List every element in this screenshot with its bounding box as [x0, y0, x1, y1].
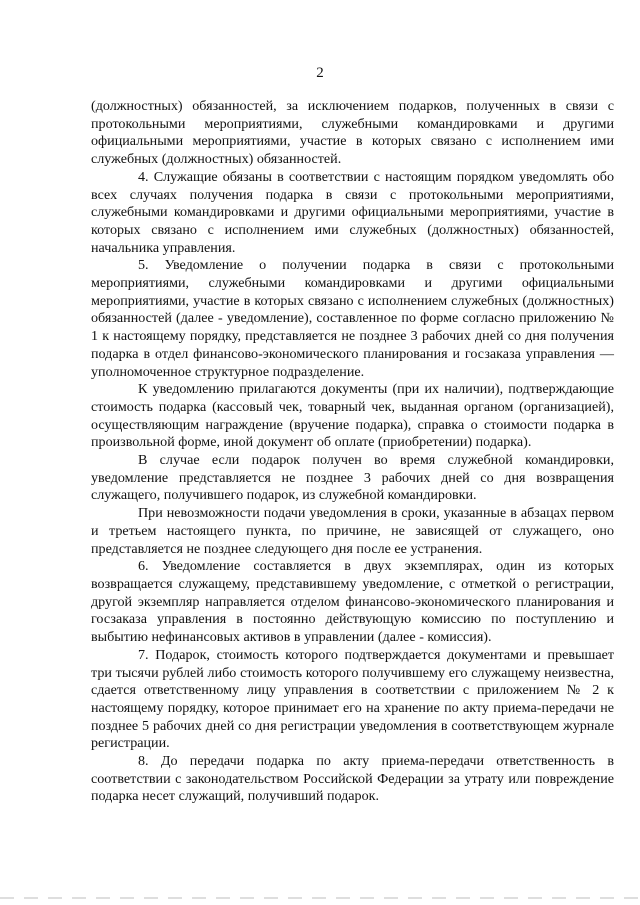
- paragraph-business-trip: В случае если подарок получен во время служебной командировки, уведомление представляется не позднее 3 рабочих дней со дня возвращения служащего, получившего подарок, из служебной командировки.: [91, 452, 614, 504]
- page-number: 2: [316, 65, 324, 81]
- paragraph-attachments: К уведомлению прилагаются документы (при их наличии), подтверждающие стоимость подарка (кассовый чек, товарный чек, выданная органом (организацией), осуществляющим награждение (вручение подарка), справка о стоимости подарка в произвольной форме, иной документ об оплате (приобретении) подарка).: [91, 381, 614, 451]
- paragraph-item-4: 4. Служащие обязаны в соответствии с настоящим порядком уведомлять обо всех случаях получения подарка в связи с протокольными мероприятиями, служебными командировками и другими официальными мероприятиями, участие в которых связано с исполнением ими служебных (должностных) обязанностей, начальника управления.: [91, 168, 614, 256]
- paragraph-item-8: 8. До передачи подарка по акту приема-передачи ответственность в соответствии с законодательством Российской Федерации за утрату или повреждение подарка несет служащий, получивший подарок.: [91, 753, 614, 805]
- scan-edge-line: [0, 897, 640, 899]
- paragraph-item-6: 6. Уведомление составляется в двух экземплярах, один из которых возвращается служащему, представившему уведомление, с отметкой о регистрации, другой экземпляр направляется отделом финансово-экономического планирования и госзаказа управления в постоянно действующую комиссию по поступлению и выбытию нефинансовых активов в управлении (далее - комиссия).: [91, 558, 614, 646]
- paragraph-continuation: (должностных) обязанностей, за исключением подарков, полученных в связи с протокольными мероприятиями, служебными командировками и другими официальными мероприятиями, участие в которых связано с исполнением ими служебных (должностных) обязанностей.: [91, 98, 614, 168]
- paragraph-item-5: 5. Уведомление о получении подарка в связи с протокольными мероприятиями, служебными командировками и другими официальными мероприятиями, участие в которых связано с исполнением служебных (должностных) обязанностей (далее - уведомление), составленное по форме согласно приложению № 1 к настоящему порядку, представляется не позднее 3 рабочих дней со дня получения подарка в отдел финансово-экономического планирования и госзаказа управления — уполномоченное структурное подразделение.: [91, 257, 614, 380]
- document-body: [91, 98, 614, 806]
- paragraph-impossibility: При невозможности подачи уведомления в сроки, указанные в абзацах первом и третьем настоящего пункта, по причине, не зависящей от служащего, оно представляется не позднее следующего дня после ее устранения.: [91, 505, 614, 557]
- paragraph-item-7: 7. Подарок, стоимость которого подтверждается документами и превышает три тысячи рублей либо стоимость которого получившему его служащему неизвестна, сдается ответственному лицу управления в соответствии с приложением № 2 к настоящему порядку, которое принимает его на хранение по акту приема-передачи не позднее 5 рабочих дней со дня регистрации уведомления в соответствующем журнале регистрации.: [91, 646, 614, 752]
